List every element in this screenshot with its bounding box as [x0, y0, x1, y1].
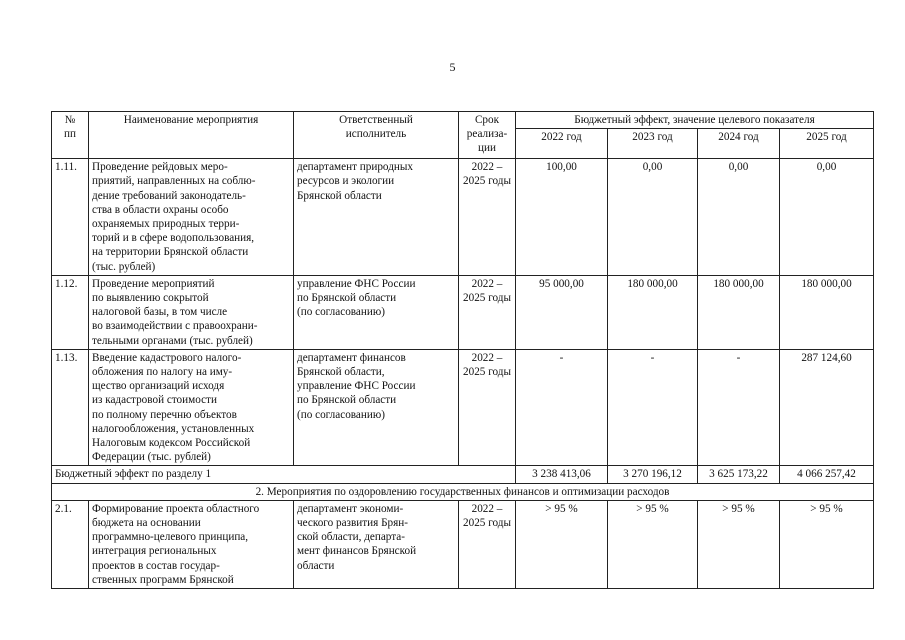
row-responsible: департамент финансов Брянской области, управление ФНС России по Брянской области (по согласованию) [294, 349, 459, 466]
row-value-2025: 180 000,00 [780, 275, 874, 349]
row-value-2023: - [608, 349, 698, 466]
row-responsible: департамент экономи- ческого развития Брян- ской области, департа- мент финансов Брянской области [294, 500, 459, 588]
header-deadline: Срок реализа- ции [459, 112, 516, 159]
row-value-2022: 95 000,00 [516, 275, 608, 349]
total-value-2025: 4 066 257,42 [780, 466, 874, 483]
row-value-2025: 287 124,60 [780, 349, 874, 466]
row-deadline: 2022 – 2025 годы [459, 275, 516, 349]
row-deadline: 2022 – 2025 годы [459, 159, 516, 276]
row-value-2024: 180 000,00 [698, 275, 780, 349]
row-value-2024: > 95 % [698, 500, 780, 588]
section-heading: 2. Мероприятия по оздоровлению государственных финансов и оптимизации расходов [52, 483, 874, 500]
total-value-2024: 3 625 173,22 [698, 466, 780, 483]
row-value-2024: - [698, 349, 780, 466]
row-value-2023: 180 000,00 [608, 275, 698, 349]
row-deadline: 2022 – 2025 годы [459, 500, 516, 588]
row-value-2023: > 95 % [608, 500, 698, 588]
total-value-2022: 3 238 413,06 [516, 466, 608, 483]
row-value-2025: > 95 % [780, 500, 874, 588]
section-total-label: Бюджетный эффект по разделу 1 [52, 466, 516, 483]
table-row [52, 275, 874, 349]
row-name: Введение кадастрового налого- обложения по налогу на иму- щество организаций исходя из кадастровой стоимости по полному перечню объектов налогообложения, установленных Налоговым кодексом Российской Федерации (тыс. рублей) [89, 349, 294, 466]
row-value-2022: 100,00 [516, 159, 608, 276]
header-responsible: Ответственный исполнитель [294, 112, 459, 159]
row-name: Проведение мероприятий по выявлению сокрытой налоговой базы, в том числе во взаимодействии с правоохрани- тельными органами (тыс. рублей) [89, 275, 294, 349]
row-name: Проведение рейдовых меро- приятий, направленных на соблю- дение требований законодатель- ства в области охраны особо охраняемых природных терри- торий и в сфере водопользования, на территории Брянской области (тыс. рублей) [89, 159, 294, 276]
header-year-2022: 2022 год [516, 129, 608, 159]
page-number: 5 [449, 60, 456, 74]
row-num: 2.1. [52, 500, 89, 588]
row-name: Формирование проекта областного бюджета на основании программно-целевого принципа, интеграция региональных проектов в состав государ- ственных программ Брянской [89, 500, 294, 588]
table-row [52, 159, 874, 276]
header-year-2024: 2024 год [698, 129, 780, 159]
section-heading-row [52, 483, 874, 500]
row-num: 1.13. [52, 349, 89, 466]
row-value-2022: > 95 % [516, 500, 608, 588]
header-year-2023: 2023 год [608, 129, 698, 159]
header-budget-effect: Бюджетный эффект, значение целевого показателя [516, 112, 874, 129]
row-deadline: 2022 – 2025 годы [459, 349, 516, 466]
budget-effect-table [51, 111, 874, 589]
header-name: Наименование мероприятия [89, 112, 294, 159]
row-responsible: управление ФНС России по Брянской области (по согласованию) [294, 275, 459, 349]
header-year-2025: 2025 год [780, 129, 874, 159]
row-value-2025: 0,00 [780, 159, 874, 276]
row-value-2022: - [516, 349, 608, 466]
row-value-2023: 0,00 [608, 159, 698, 276]
table-row [52, 500, 874, 588]
table-row [52, 349, 874, 466]
row-num: 1.11. [52, 159, 89, 276]
row-num: 1.12. [52, 275, 89, 349]
section-total-row [52, 466, 874, 483]
row-value-2024: 0,00 [698, 159, 780, 276]
row-responsible: департамент природных ресурсов и экологии Брянской области [294, 159, 459, 276]
table-header-row [52, 112, 874, 129]
total-value-2023: 3 270 196,12 [608, 466, 698, 483]
header-num: № пп [52, 112, 89, 159]
